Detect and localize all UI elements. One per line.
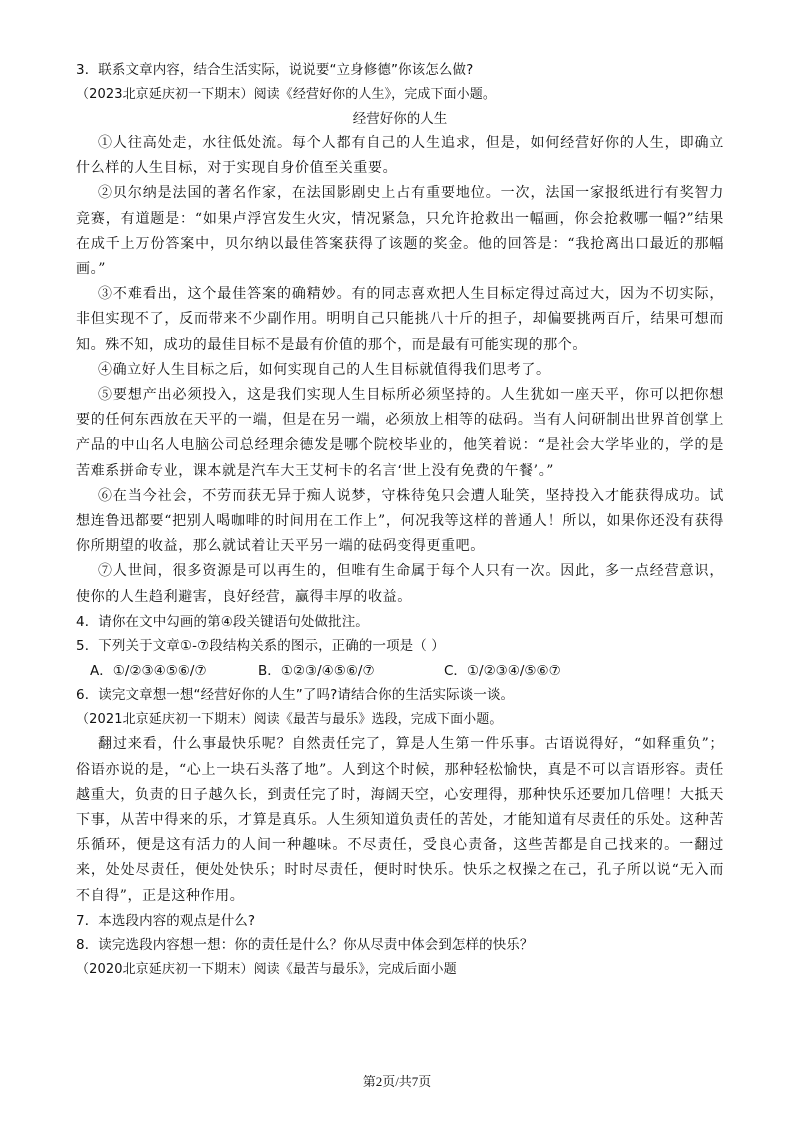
article-paragraph-4: ④确立好人生目标之后，如何实现自己的人生目标就值得我们思考了。 <box>98 361 551 378</box>
page-footer: 第2页/共7页 <box>362 1074 432 1089</box>
option-a: A．①/②③④⑤⑥/⑦ <box>90 662 207 679</box>
question-5-stem: 5．下列关于文章①-⑦段结构关系的图示，正确的一项是（ ） <box>76 638 445 655</box>
question-4: 4．请你在文中勾画的第④段关键语句处做批注。 <box>76 613 369 630</box>
option-c: C．①/②③④/⑤⑥⑦ <box>444 662 561 679</box>
option-b: B．①②③/④⑤⑥/⑦ <box>258 662 375 679</box>
question-3: 3．联系文章内容，结合生活实际，说说要“立身修德”你该怎么做? <box>76 62 474 78</box>
question-8: 8．读完选段内容想一想：你的责任是什么？你从尽责中体会到怎样的快乐？ <box>76 937 534 954</box>
question-5-options <box>76 659 724 684</box>
page-content <box>76 58 724 982</box>
question-7: 7．本选段内容的观点是什么? <box>76 912 256 929</box>
article-paragraph-6: ⑥在当今社会，不劳而获无异于痴人说梦，守株待兔只会遭人耻笑，坚持投入才能获得成功。试想连鲁迅都要“把别人喝咖啡的时间用在工作上”，何况我等这样的普通人！所以，如果你还没有获得你所期望的收益，那么就试着让天平另一端的砝码变得更重吧。 <box>76 487 724 555</box>
source-note-2021: （2021北京延庆初一下期末）阅读《最苦与最乐》选段，完成下面小题。 <box>76 711 503 727</box>
source-note-2020: （2020北京延庆初一下期末）阅读《最苦与最乐》，完成后面小题 <box>76 961 457 977</box>
source-note-2023: （2023北京延庆初一下期末）阅读《经营好你的人生》，完成下面小题。 <box>76 86 496 102</box>
article-paragraph-7: ⑦人世间，很多资源是可以再生的，但唯有生命属于每个人只有一次。因此，多一点经营意识，使你的人生趋利避害，良好经营，赢得丰厚的收益。 <box>76 563 724 605</box>
article-paragraph-2: ②贝尔纳是法国的著名作家，在法国影剧史上占有重要地位。一次，法国一家报纸进行有奖智力竞赛，有道题是：“如果卢浮宫发生火灾，情况紧急，只允许抢救出一幅画，你会抢救哪一幅?”结果在成千上万份答案中，贝尔纳以最佳答案获得了该题的奖金。他的回答是：“我抢离出口最近的那幅画。” <box>76 185 724 278</box>
article-paragraph-5: ⑤要想产出必须投入，这是我们实现人生目标所必须坚持的。人生犹如一座天平，你可以把你想要的任何东西放在天平的一端，但是在另一端，必须放上相等的砝码。当有人问研制出世界首创掌上产品的中山名人电脑公司总经理余德发是哪个院校毕业的，他笑着说：“是社会大学毕业的，学的是苦难系拼命专业，课本就是汽车大王艾柯卡的名言‘世上没有免费的午餐’。” <box>76 387 724 479</box>
excerpt-paragraph: 翻过来看，什么事最快乐呢？自然责任完了，算是人生第一件乐事。古语说得好，“如释重负”；俗语亦说的是，“心上一块石头落了地”。人到这个时候，那种轻松愉快，真是不可以言语形容。责任越重大，负责的日子越久长，到责任完了时，海阔天空，心安理得，那种快乐还要加几倍哩！大抵天下事，从苦中得来的乐，才算是真乐。人生须知道负责任的苦处，才能知道有尽责任的乐处。这种苦乐循环，便是这有活力的人间一种趣味。不尽责任，受良心责备，这些苦都是自己找来的。一翻过来，处处尽责任，便处处快乐；时时尽责任，便时时快乐。快乐之权操之在己，孔子所以说“无入而不自得”，正是这种作用。 <box>76 736 724 904</box>
question-6: 6．读完文章想一想“经营好你的人生”了吗?请结合你的生活实际谈一谈。 <box>76 687 515 704</box>
article-paragraph-1: ①人往高处走，水往低处流。每个人都有自己的人生追求，但是，如何经营好你的人生，即确立什么样的人生目标，对于实现自身价值至关重要。 <box>76 135 724 177</box>
article-title: 经营好你的人生 <box>352 111 448 127</box>
article-paragraph-3: ③不难看出，这个最佳答案的确精妙。有的同志喜欢把人生目标定得过高过大，因为不切实际，非但实现不了，反而带来不少副作用。明明自己只能挑八十斤的担子，却偏要挑两百斤，结果可想而知。殊不知，成功的最佳目标不是最有价值的那个，而是最有可能实现的那个。 <box>76 286 724 353</box>
